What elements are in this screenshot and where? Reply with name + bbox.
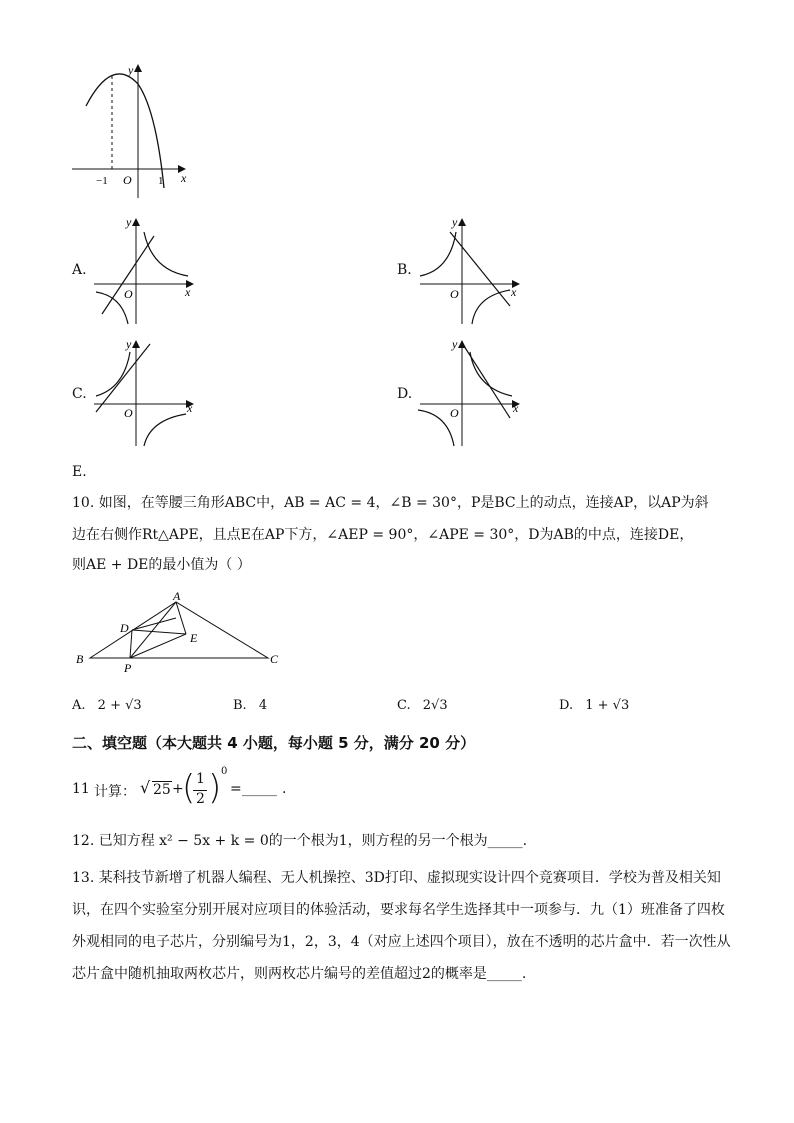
parabola-curve	[86, 74, 164, 188]
linear-line	[450, 232, 510, 306]
b-origin-label: O	[450, 287, 459, 301]
segment-pe	[130, 634, 186, 658]
q10-option-d[interactable]	[559, 696, 629, 716]
q12-text: 12. 已知方程 x² − 5x + k = 0的一个根为1，则方程的另一个根为_____.	[72, 833, 528, 849]
q13-line3: 外观相同的电子芯片，分别编号为1，2，3，4（对应上述四个项目），放在不透明的芯片盒中．若一次性从	[72, 934, 731, 950]
hyperbola-branch	[420, 232, 456, 276]
q10-option-a-letter: A.	[72, 698, 86, 713]
q10-option-b[interactable]	[233, 696, 267, 716]
linear-line	[464, 346, 510, 418]
option-b-graph[interactable]	[414, 216, 526, 328]
d-y-label: y	[452, 338, 458, 351]
main-one-label: 1	[158, 175, 164, 187]
hyperbola-branch	[470, 352, 512, 396]
segment-de	[132, 630, 186, 634]
linear-line	[96, 344, 150, 412]
b-y-label: y	[452, 216, 458, 229]
label-a: A	[173, 590, 181, 603]
main-neg-one-label: −1	[96, 175, 108, 187]
c-x-label: x	[187, 401, 193, 415]
q11-end: .	[282, 781, 287, 797]
sqrt-sign: √	[140, 778, 151, 797]
q13-line4: 芯片盒中随机抽取两枚芯片，则两枚芯片编号的差值超过2的概率是_____.	[72, 966, 527, 982]
q11-eq: =	[230, 781, 242, 797]
q10-option-a[interactable]	[72, 696, 142, 716]
d-origin-label: O	[450, 406, 459, 420]
q11-frac-den: 2	[196, 791, 205, 807]
option-e-letter[interactable]: E.	[72, 464, 87, 480]
q10-option-c[interactable]	[397, 696, 448, 716]
hyperbola-branch	[96, 352, 130, 396]
option-c-graph[interactable]	[88, 338, 200, 450]
b-x-label: x	[511, 285, 517, 299]
q10-line2: 边在右侧作Rt△APE，且点E在AP下方，∠AEP = 90°，∠APE = 30°，D为AB的中点，连接DE，	[72, 527, 694, 543]
main-graph	[66, 62, 196, 202]
option-a-letter[interactable]: A.	[72, 262, 87, 278]
q11-prefix: 计算：	[94, 784, 136, 800]
q11-plus: +	[172, 781, 184, 797]
q10-line3: 则AE + DE的最小值为（ ）	[72, 557, 251, 573]
q13-line2: 识，在四个实验室分别开展对应项目的体验活动，要求每名学生选择其中一项参与．九（1）班准备了四枚	[72, 902, 725, 918]
d-x-label: x	[513, 401, 519, 415]
segment-dp	[130, 630, 132, 658]
hyperbola-branch	[144, 414, 186, 446]
q11-sqrt-arg: 25	[153, 782, 171, 798]
q11-frac-num: 1	[196, 771, 205, 787]
c-origin-label: O	[124, 406, 133, 420]
label-d: D	[120, 621, 129, 635]
option-d-graph[interactable]	[414, 338, 526, 450]
q10-option-a-value: 2 + √3	[97, 698, 142, 713]
q10-line1-text: 如图，在等腰三角形ABC中，AB = AC = 4，∠B = 30°，P是BC上的动点，连接AP，以AP为斜	[98, 495, 709, 511]
q10-option-b-value: 4	[258, 698, 268, 713]
c-y-label: y	[126, 338, 132, 351]
option-c-letter[interactable]: C.	[72, 386, 87, 402]
q11-row	[72, 766, 372, 810]
q10-option-b-letter: B.	[233, 698, 247, 713]
left-paren: (	[182, 768, 196, 808]
hyperbola-branch	[144, 232, 188, 276]
option-d-letter[interactable]: D.	[397, 386, 413, 402]
right-paren: )	[208, 768, 222, 808]
q10-option-c-value: 2√3	[422, 698, 448, 713]
q11-number: 11	[72, 781, 90, 797]
hyperbola-branch	[418, 410, 454, 446]
hyperbola-branch	[472, 290, 510, 324]
a-origin-label: O	[124, 287, 133, 301]
q11-exp: 0	[221, 766, 228, 777]
q10-triangle-figure	[72, 590, 292, 680]
linear-line	[102, 236, 154, 314]
q10-number: 10.	[72, 495, 95, 511]
main-x-label: x	[181, 171, 187, 185]
option-a-graph[interactable]	[88, 216, 200, 328]
label-p: P	[124, 661, 132, 675]
label-e: E	[190, 631, 198, 645]
option-b-letter[interactable]: B.	[397, 262, 412, 278]
section2-title: 二、填空题（本大题共 4 小题，每小题 5 分，满分 20 分）	[72, 734, 476, 752]
q10-line1	[72, 487, 752, 519]
q10-option-d-letter: D.	[559, 698, 574, 713]
label-b: B	[76, 652, 84, 666]
q10-option-d-value: 1 + √3	[585, 698, 630, 713]
main-y-label: y	[128, 63, 134, 77]
a-y-label: y	[126, 216, 132, 229]
q13-line1: 13. 某科技节新增了机器人编程、无人机操控、3D打印、虚拟现实设计四个竞赛项目．学校为普及相关知	[72, 870, 721, 886]
q11-blank[interactable]: _____	[242, 781, 277, 797]
label-c: C	[270, 652, 279, 666]
a-x-label: x	[185, 285, 191, 299]
q10-option-c-letter: C.	[397, 698, 411, 713]
main-origin-label: O	[123, 173, 132, 187]
